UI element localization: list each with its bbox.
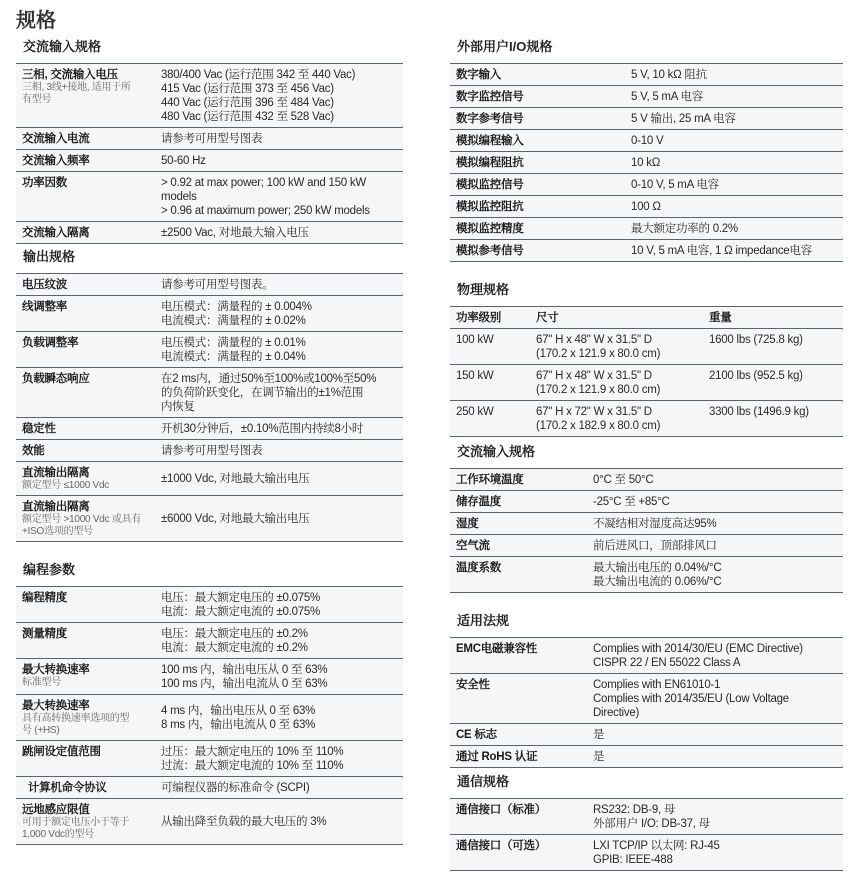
- label-text: 交流输入频率: [22, 155, 90, 167]
- row-value: [155, 418, 403, 440]
- label-text: 空气流: [456, 540, 490, 552]
- table-row: [450, 365, 843, 401]
- table-row: [450, 799, 843, 835]
- dimensions: [530, 329, 703, 365]
- row-label: [16, 150, 155, 172]
- table-row: [450, 513, 843, 535]
- table-row: [450, 196, 843, 218]
- row-label: [16, 695, 155, 741]
- row-value: [587, 724, 843, 746]
- spec-table: [16, 63, 403, 244]
- power-level: 150 kW: [450, 365, 530, 401]
- row-value: [625, 196, 843, 218]
- row-label: [450, 491, 587, 513]
- table-row: [16, 368, 403, 418]
- table-row: [16, 332, 403, 368]
- label-text: 电压纹波: [22, 279, 67, 291]
- row-value: [625, 86, 843, 108]
- power-level: 100 kW: [450, 329, 530, 365]
- value-line: 8 ms 内，输出电流从 0 至 63%: [161, 719, 316, 731]
- label-text: 模拟参考信号: [456, 245, 524, 257]
- row-value: [155, 150, 403, 172]
- table-row: [16, 150, 403, 172]
- value-line: 380/400 Vac (运行范围 342 至 440 Vac): [161, 69, 356, 81]
- value-line: 0-10 V: [631, 135, 664, 147]
- value-line: 开机30分钟后，±0.10%范围内持续8小时: [161, 423, 364, 435]
- row-value: [155, 695, 403, 741]
- table-row: [450, 557, 843, 593]
- label-note: 具有高转换速率选项的型: [22, 713, 130, 724]
- power-level: 250 kW: [450, 401, 530, 437]
- value-line: ±1000 Vdc, 对地最大输出电压: [161, 473, 310, 485]
- row-label: [16, 777, 155, 799]
- value-line: Complies with 2014/30/EU (EMC Directive): [593, 643, 803, 655]
- spec-section: [450, 772, 843, 871]
- label-note: +ISO选项的型号: [22, 526, 93, 537]
- row-label: [450, 746, 587, 768]
- row-label: [16, 368, 155, 418]
- row-value: [155, 777, 403, 799]
- table-row: [16, 659, 403, 695]
- table-row: [16, 440, 403, 462]
- row-label: [16, 222, 155, 244]
- spec-section: [16, 37, 403, 244]
- value-line: 电流：最大额定电流的 ±0.2%: [161, 642, 308, 654]
- value-line: 电流模式：满量程的 ± 0.04%: [161, 351, 306, 363]
- row-value: [155, 128, 403, 150]
- section-title: 通信规格: [457, 774, 510, 789]
- label-text: 测量精度: [22, 628, 67, 640]
- value-line: 前后进风口，顶部排风口: [593, 540, 717, 552]
- table-row: [450, 724, 843, 746]
- value-line: 电压模式：满量程的 ± 0.01%: [161, 337, 306, 349]
- label-text: 数字参考信号: [456, 113, 524, 125]
- value-line: 外部用户 I/O: DB-37, 母: [593, 818, 710, 830]
- row-label: [450, 130, 625, 152]
- label-text: 安全性: [456, 679, 490, 691]
- table-row: [450, 218, 843, 240]
- spec-table: [16, 586, 403, 845]
- dimensions: [530, 365, 703, 401]
- table-row: [16, 418, 403, 440]
- section-title: 编程参数: [23, 562, 76, 577]
- row-label: [16, 172, 155, 222]
- label-text: 负载调整率: [22, 337, 79, 349]
- dimension-line: (170.2 x 182.9 x 80.0 cm): [536, 420, 661, 432]
- value-line: 请参考可用型号图表。: [161, 279, 274, 291]
- value-line: 10 V, 5 mA 电容, 1 Ω impedance电容: [631, 245, 812, 257]
- row-label: [450, 240, 625, 262]
- label-text: 模拟监控阻抗: [456, 201, 524, 213]
- column-header: 功率级别: [450, 307, 530, 329]
- table-row: [450, 64, 843, 86]
- label-text: 线调整率: [22, 301, 67, 313]
- value-line: 50-60 Hz: [161, 155, 206, 167]
- dimension-line: (170.2 x 121.9 x 80.0 cm): [536, 384, 661, 396]
- row-label: [450, 108, 625, 130]
- spec-section: [450, 611, 843, 768]
- column-header: 尺寸: [530, 307, 703, 329]
- table-row: [16, 741, 403, 777]
- dimension-line: 67" H x 48" W x 31.5" D: [536, 334, 652, 346]
- row-value: [155, 332, 403, 368]
- section-title: 物理规格: [457, 282, 510, 297]
- label-text: 模拟编程阻抗: [456, 157, 524, 169]
- weight: 1600 lbs (725.8 kg): [703, 329, 843, 365]
- table-row: [16, 777, 403, 799]
- value-line: 440 Vac (运行范围 396 至 484 Vac): [161, 97, 334, 109]
- column-header: 重量: [703, 307, 843, 329]
- row-value: [625, 218, 843, 240]
- label-text: 效能: [22, 445, 45, 457]
- row-value: [587, 835, 843, 871]
- value-line: 是: [593, 729, 605, 741]
- row-label: [450, 535, 587, 557]
- row-label: [16, 496, 155, 542]
- dimension-line: (170.2 x 121.9 x 80.0 cm): [536, 348, 661, 360]
- row-label: [450, 724, 587, 746]
- row-value: [587, 799, 843, 835]
- value-line: 不凝结相对湿度高达95%: [593, 518, 717, 530]
- value-line: 100 ms 内，输出电流从 0 至 63%: [161, 678, 328, 690]
- label-note: 可用于额定电压小于等于: [22, 817, 130, 828]
- row-label: [450, 174, 625, 196]
- value-line: 0°C 至 50°C: [593, 474, 654, 486]
- spec-table: [450, 63, 843, 262]
- label-note: 额定型号 >1000 Vdc 或具有: [22, 514, 142, 525]
- row-label: [450, 469, 587, 491]
- label-text: 通过 RoHS 认证: [456, 751, 538, 763]
- label-note: 有型号: [22, 94, 52, 105]
- row-label: [16, 587, 155, 623]
- value-line: 电压：最大额定电压的 ±0.2%: [161, 628, 308, 640]
- row-value: [155, 659, 403, 695]
- label-text: 通信接口（标准）: [456, 804, 546, 816]
- weight: 3300 lbs (1496.9 kg): [703, 401, 843, 437]
- row-value: [155, 462, 403, 496]
- row-label: [16, 462, 155, 496]
- value-line: 5 V, 5 mA 电容: [631, 91, 703, 103]
- row-value: [587, 469, 843, 491]
- section-title: 外部用户I/O规格: [457, 39, 553, 54]
- table-row: [16, 623, 403, 659]
- label-text: 最大转换速率: [22, 700, 90, 712]
- spec-section: [450, 37, 843, 262]
- label-text: 计算机命令协议: [22, 782, 107, 794]
- row-label: [450, 86, 625, 108]
- value-line: 电压模式：满量程的 ± 0.004%: [161, 301, 312, 313]
- row-label: [450, 513, 587, 535]
- value-line: 5 V, 10 kΩ 阻抗: [631, 69, 707, 81]
- label-text: 温度系数: [456, 562, 501, 574]
- row-value: [155, 222, 403, 244]
- label-text: 工作环境温度: [456, 474, 524, 486]
- row-value: [155, 799, 403, 845]
- row-value: [625, 130, 843, 152]
- table-header-row: [450, 307, 843, 329]
- value-line: Complies with 2014/35/EU (Low Voltage: [593, 693, 789, 705]
- table-row: [450, 674, 843, 724]
- row-value: [155, 496, 403, 542]
- label-note: 三相, 3线+接地, 适用于所: [22, 82, 131, 93]
- row-value: [155, 64, 403, 128]
- table-row: [450, 130, 843, 152]
- row-label: [16, 659, 155, 695]
- label-text: 跳闸设定值范围: [22, 746, 101, 758]
- table-row: [450, 469, 843, 491]
- label-text: 编程精度: [22, 592, 67, 604]
- value-line: 0-10 V, 5 mA 电容: [631, 179, 719, 191]
- row-label: [16, 332, 155, 368]
- label-text: 模拟监控精度: [456, 223, 524, 235]
- spec-section: [16, 560, 403, 845]
- row-value: [155, 274, 403, 296]
- row-label: [450, 196, 625, 218]
- label-text: 数字输入: [456, 69, 501, 81]
- label-note: 1,000 Vdc的型号: [22, 829, 95, 840]
- row-label: [450, 64, 625, 86]
- row-value: [625, 64, 843, 86]
- value-line: 415 Vac (运行范围 373 至 456 Vac): [161, 83, 334, 95]
- table-row: [16, 172, 403, 222]
- row-label: [16, 64, 155, 128]
- row-label: [16, 128, 155, 150]
- table-row: [450, 401, 843, 437]
- value-line: > 0.96 at maximum power; 250 kW models: [161, 205, 370, 217]
- row-value: [625, 108, 843, 130]
- dimension-line: 67" H x 72" W x 31.5" D: [536, 406, 652, 418]
- row-label: [16, 274, 155, 296]
- label-text: EMC电磁兼容性: [456, 643, 538, 655]
- label-text: 稳定性: [22, 423, 56, 435]
- value-line: 电流模式：满量程的 ± 0.02%: [161, 315, 306, 327]
- row-label: [16, 296, 155, 332]
- value-line: RS232: DB-9, 母: [593, 804, 676, 816]
- label-text: 湿度: [456, 518, 479, 530]
- label-note: 号 (+HS): [22, 725, 60, 736]
- spec-table: [450, 637, 843, 768]
- value-line: 内恢复: [161, 401, 195, 413]
- table-row: [16, 128, 403, 150]
- row-value: [587, 513, 843, 535]
- table-row: [450, 535, 843, 557]
- row-value: [587, 557, 843, 593]
- row-value: [155, 296, 403, 332]
- row-value: [625, 240, 843, 262]
- value-line: Directive): [593, 707, 640, 719]
- spec-section: [450, 442, 843, 593]
- row-label: [16, 799, 155, 845]
- table-row: [16, 296, 403, 332]
- row-label: [450, 638, 587, 674]
- value-line: > 0.92 at max power; 100 kW and 150 kW models: [161, 177, 366, 203]
- section-title: 输出规格: [23, 249, 76, 264]
- table-row: [450, 746, 843, 768]
- label-text: 最大转换速率: [22, 664, 90, 676]
- value-line: 电流：最大额定电流的 ±0.075%: [161, 606, 321, 618]
- label-text: 直流输出隔离: [22, 467, 90, 479]
- value-line: 是: [593, 751, 605, 763]
- table-row: [450, 329, 843, 365]
- table-row: [450, 108, 843, 130]
- value-line: Complies with EN61010-1: [593, 679, 721, 691]
- spec-table: [450, 306, 843, 437]
- row-value: [625, 174, 843, 196]
- value-line: 可编程仪器的标准命令 (SCPI): [161, 782, 310, 794]
- label-text: CE 标志: [456, 729, 497, 741]
- row-value: [155, 440, 403, 462]
- table-row: [450, 152, 843, 174]
- row-label: [450, 218, 625, 240]
- table-row: [16, 222, 403, 244]
- page-title: 规格: [16, 10, 56, 32]
- value-line: 最大额定功率的 0.2%: [631, 223, 738, 235]
- table-row: [450, 835, 843, 871]
- label-text: 直流输出隔离: [22, 501, 90, 513]
- label-text: 储存温度: [456, 496, 501, 508]
- row-value: [155, 623, 403, 659]
- row-label: [16, 440, 155, 462]
- label-text: 三相, 交流输入电压: [22, 69, 118, 81]
- value-line: 的负荷阶跃变化，在调节输出的±1%范围: [161, 387, 364, 399]
- value-line: GPIB: IEEE-488: [593, 854, 673, 866]
- table-row: [16, 587, 403, 623]
- row-value: [587, 746, 843, 768]
- table-row: [450, 491, 843, 513]
- value-line: 电压：最大额定电压的 ±0.075%: [161, 592, 321, 604]
- row-label: [450, 835, 587, 871]
- value-line: 从输出降至负载的最大电压的 3%: [161, 816, 327, 828]
- label-note: 额定型号 ≤1000 Vdc: [22, 480, 110, 491]
- label-note: 标准型号: [22, 677, 61, 688]
- table-row: [16, 64, 403, 128]
- dimensions: [530, 401, 703, 437]
- label-text: 交流输入隔离: [22, 227, 90, 239]
- value-line: 过流：最大额定电流的 10% 至 110%: [161, 760, 344, 772]
- table-row: [16, 695, 403, 741]
- value-line: ±6000 Vdc, 对地最大输出电压: [161, 513, 310, 525]
- value-line: 100 Ω: [631, 201, 661, 213]
- value-line: 最大输出电流的 0.06%/°C: [593, 576, 722, 588]
- value-line: 10 kΩ: [631, 157, 661, 169]
- section-title: 交流输入规格: [457, 444, 536, 459]
- value-line: 最大输出电压的 0.04%/°C: [593, 562, 722, 574]
- row-label: [16, 741, 155, 777]
- label-text: 功率因数: [22, 177, 67, 189]
- value-line: LXI TCP/IP 以太网: RJ-45: [593, 840, 720, 852]
- row-value: [587, 674, 843, 724]
- row-value: [625, 152, 843, 174]
- spec-table: [16, 273, 403, 542]
- table-row: [450, 86, 843, 108]
- value-line: CISPR 22 / EN 55022 Class A: [593, 657, 741, 669]
- label-text: 远地感应限值: [22, 804, 90, 816]
- value-line: -25°C 至 +85°C: [593, 496, 670, 508]
- table-row: [16, 462, 403, 496]
- section-title: 适用法规: [457, 613, 510, 628]
- dimension-line: 67" H x 48" W x 31.5" D: [536, 370, 652, 382]
- table-row: [450, 240, 843, 262]
- spec-table: [450, 798, 843, 871]
- label-text: 交流输入电流: [22, 133, 90, 145]
- weight: 2100 lbs (952.5 kg): [703, 365, 843, 401]
- label-text: 负载瞬态响应: [22, 373, 90, 385]
- label-text: 模拟监控信号: [456, 179, 524, 191]
- row-label: [450, 557, 587, 593]
- table-row: [16, 799, 403, 845]
- row-label: [450, 799, 587, 835]
- spec-section: [16, 247, 403, 542]
- value-line: 过压：最大额定电压的 10% 至 110%: [161, 746, 344, 758]
- row-label: [16, 418, 155, 440]
- row-value: [155, 368, 403, 418]
- row-value: [155, 741, 403, 777]
- value-line: 请参考可用型号图表: [161, 445, 263, 457]
- row-label: [450, 152, 625, 174]
- table-row: [16, 496, 403, 542]
- section-title: 交流输入规格: [23, 39, 102, 54]
- row-value: [587, 535, 843, 557]
- label-text: 数字监控信号: [456, 91, 524, 103]
- label-text: 模拟编程输入: [456, 135, 524, 147]
- value-line: 5 V 输出, 25 mA 电容: [631, 113, 736, 125]
- row-value: [155, 172, 403, 222]
- row-value: [587, 638, 843, 674]
- row-value: [155, 587, 403, 623]
- spec-table: [450, 468, 843, 593]
- value-line: 请参考可用型号图表: [161, 133, 263, 145]
- table-row: [16, 274, 403, 296]
- table-row: [450, 174, 843, 196]
- row-value: [587, 491, 843, 513]
- value-line: 480 Vac (运行范围 432 至 528 Vac): [161, 111, 334, 123]
- spec-section: [450, 280, 843, 437]
- table-row: [450, 638, 843, 674]
- label-text: 通信接口（可选）: [456, 840, 546, 852]
- value-line: 100 ms 内，输出电压从 0 至 63%: [161, 664, 328, 676]
- value-line: ±2500 Vac, 对地最大输入电压: [161, 227, 309, 239]
- row-label: [16, 623, 155, 659]
- value-line: 4 ms 内，输出电压从 0 至 63%: [161, 705, 316, 717]
- row-label: [450, 674, 587, 724]
- value-line: 在2 ms内，通过50%至100%或100%至50%: [161, 373, 377, 385]
